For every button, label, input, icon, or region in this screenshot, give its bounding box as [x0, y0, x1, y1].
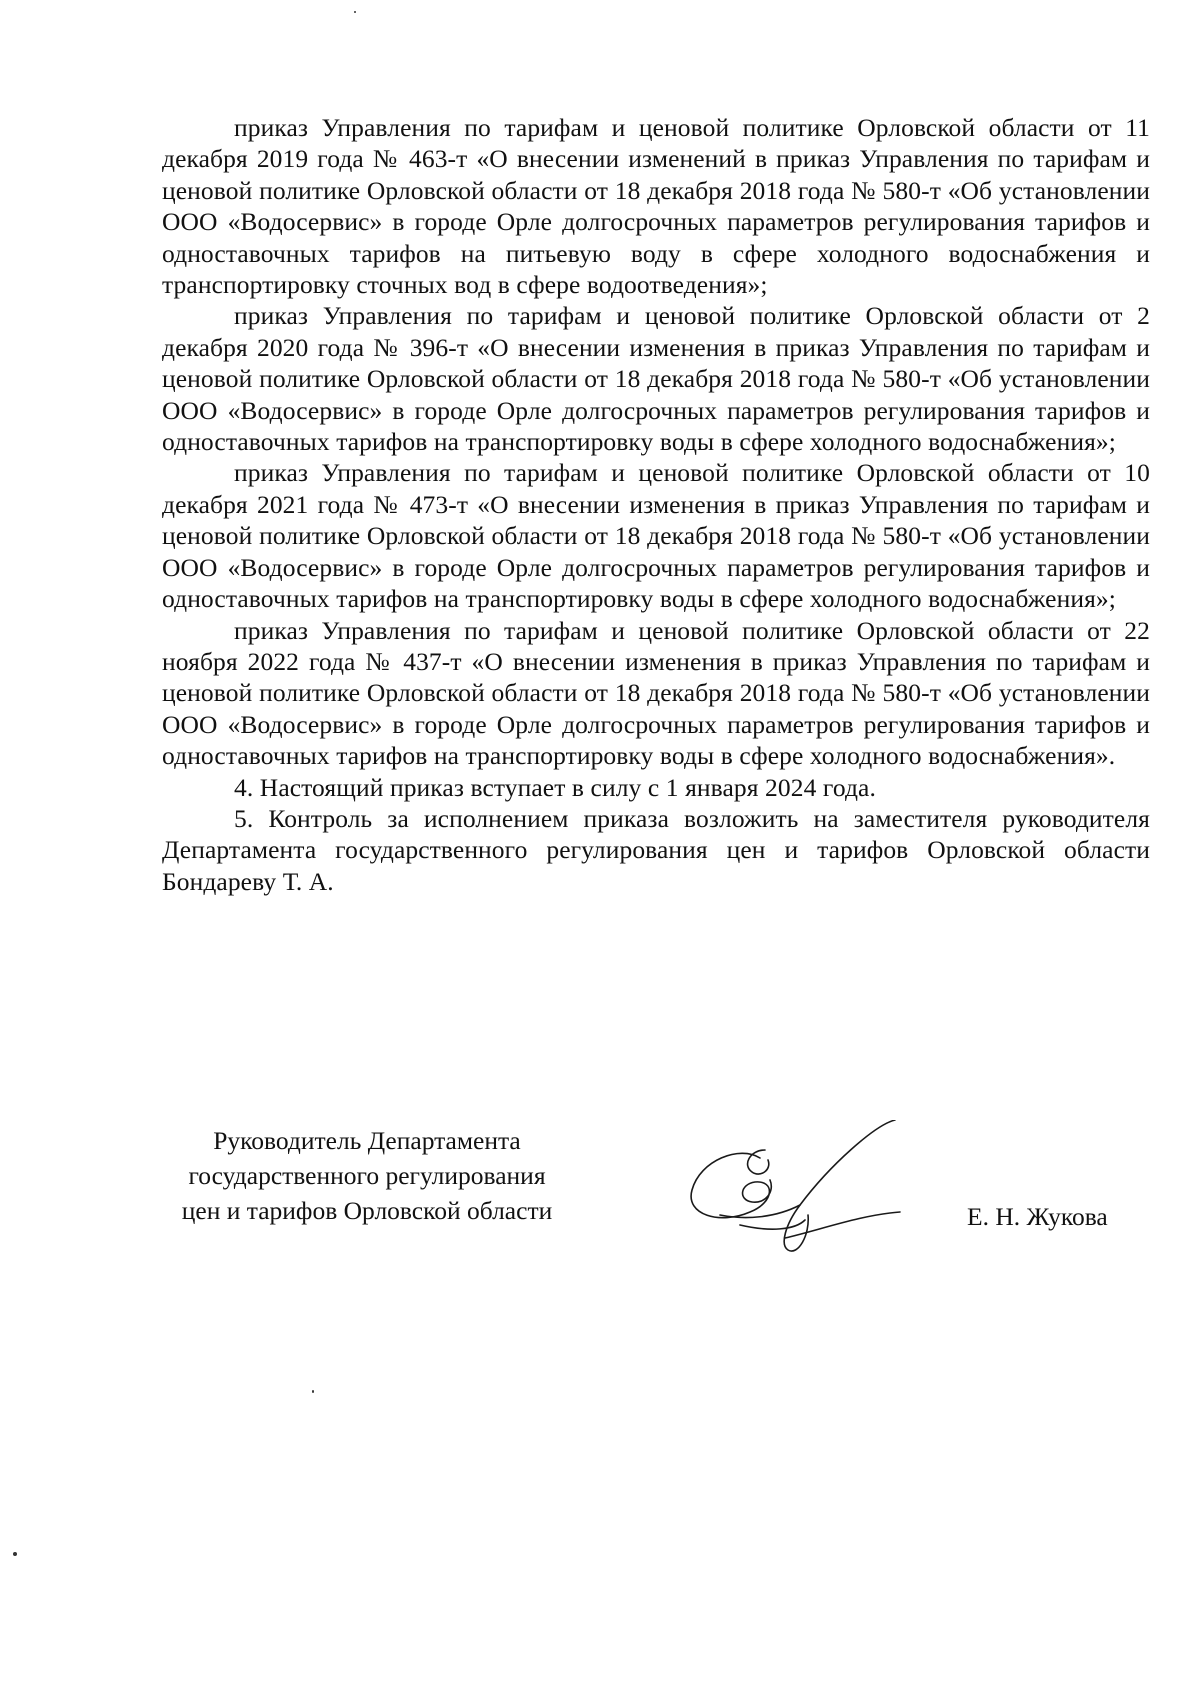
paragraph-order-2022: приказ Управления по тарифам и ценовой политике Орловской области от 22 ноября 2022 года № 437-т «О внесении изменения в приказ Управления по тарифам и ценовой политике Орловской области от 18 декабря 2018 года № 580-т «Об установлении ООО «Водосервис» в городе Орле долгосрочных параметров регулирования тарифов и одноставочных тарифов на транспортировку воды в сфере холодного водоснабжения».: [162, 615, 1150, 771]
scan-speck: [13, 1552, 17, 1556]
scan-speck: [312, 1390, 314, 1393]
signer-position: [152, 1123, 582, 1228]
paragraph-order-2020: приказ Управления по тарифам и ценовой политике Орловской области от 2 декабря 2020 года № 396-т «О внесении изменения в приказ Управления по тарифам и ценовой политике Орловской области от 18 декабря 2018 года № 580-т «Об установлении ООО «Водосервис» в городе Орле долгосрочных параметров регулирования тарифов и одноставочных тарифов на транспортировку воды в сфере холодного водоснабжения»;: [162, 301, 1150, 457]
handwritten-signature: [680, 1120, 915, 1255]
signer-name: Е. Н. Жукова: [967, 1202, 1108, 1231]
paragraph-order-2019: приказ Управления по тарифам и ценовой политике Орловской области от 11 декабря 2019 года № 463-т «О внесении изменений в приказ Управления по тарифам и ценовой политике Орловской области от 18 декабря 2018 года № 580-т «Об установлении ООО «Водосервис» в городе Орле долгосрочных параметров регулирования тарифов и одноставочных тарифов на питьевую воду в сфере холодного водоснабжения и транспортировку сточных вод в сфере водоотведения»;: [162, 113, 1150, 300]
paragraph-effective-date: 4. Настоящий приказ вступает в силу с 1 января 2024 года.: [234, 772, 876, 802]
paragraph-order-2021: приказ Управления по тарифам и ценовой политике Орловской области от 10 декабря 2021 года № 473-т «О внесении изменения в приказ Управления по тарифам и ценовой политике Орловской области от 18 декабря 2018 года № 580-т «Об установлении ООО «Водосервис» в городе Орле долгосрочных параметров регулирования тарифов и одноставочных тарифов на транспортировку воды в сфере холодного водоснабжения»;: [162, 458, 1150, 614]
document-body: [162, 112, 1150, 897]
signer-position-line: Руководитель Департамента: [213, 1126, 521, 1155]
signer-position-line: цен и тарифов Орловской области: [181, 1196, 553, 1225]
signer-position-line: государственного регулирования: [188, 1161, 546, 1190]
paragraph-control: 5. Контроль за исполнением приказа возложить на заместителя руководителя Департамента государственного регулирования цен и тарифов Орловской области Бондареву Т. А.: [162, 803, 1150, 896]
scan-speck: [354, 11, 356, 13]
